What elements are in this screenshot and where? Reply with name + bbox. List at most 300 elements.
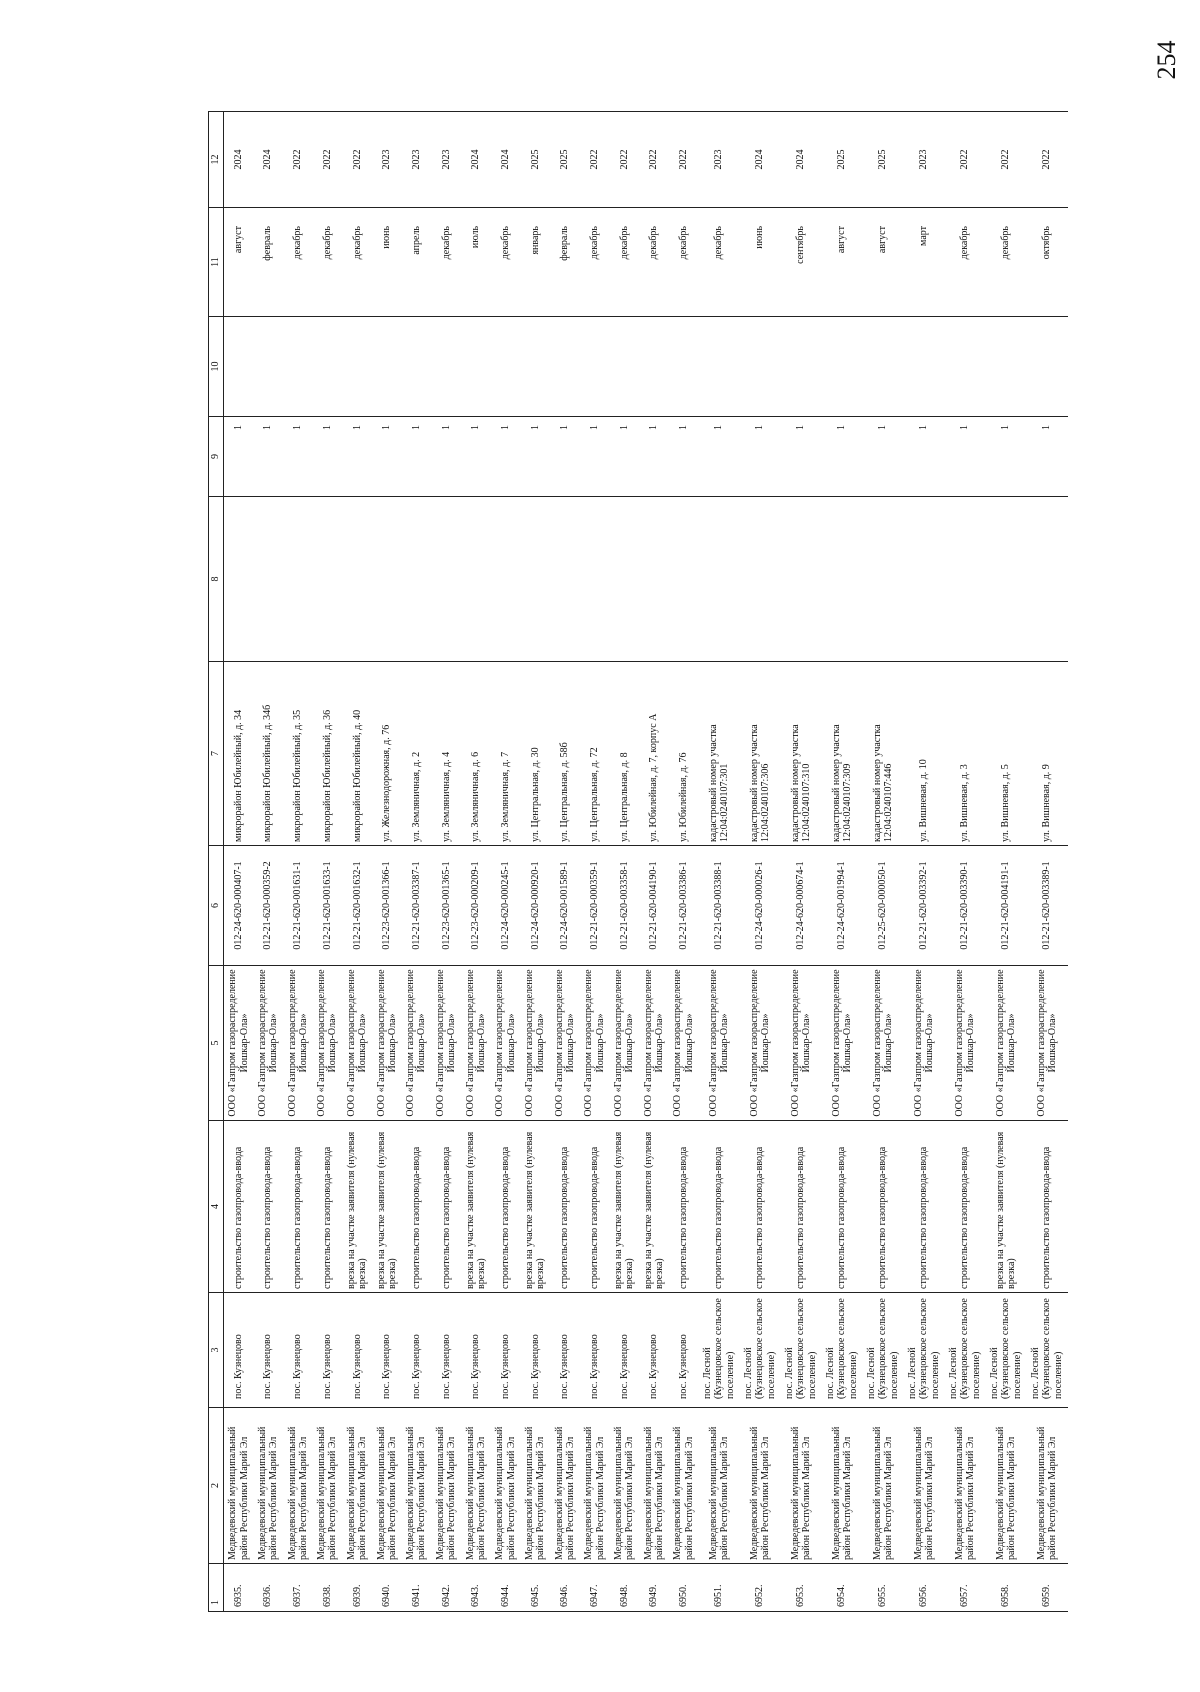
quantity-cell: 1 — [224, 417, 254, 497]
table-row — [904, 112, 945, 1612]
quantity-cell: 1 — [904, 417, 945, 497]
address-cell: кадастровый номер участка 12:04:0240107:301 — [699, 662, 740, 846]
application-code-cell: 012-24-620-000407-1 — [224, 846, 254, 966]
address-cell: ул. Вишневая, д. 9 — [1027, 662, 1068, 846]
quantity-cell: 1 — [609, 417, 639, 497]
organization-cell: ООО «Газпром газораспределение Йошкар-Ола» — [986, 966, 1027, 1121]
application-code-cell: 012-21-620-001631-1 — [283, 846, 313, 966]
column-10-cell — [781, 317, 822, 417]
column-8-cell — [822, 497, 863, 662]
column-8-cell — [609, 497, 639, 662]
column-8-cell — [402, 497, 432, 662]
column-10-cell — [402, 317, 432, 417]
address-cell: ул. Центральная, д. 58б — [550, 662, 580, 846]
district-cell: Медведевский муниципальный район Республики Марий Эл — [945, 1408, 986, 1564]
column-10-cell — [550, 317, 580, 417]
year-cell: 2025 — [863, 112, 904, 208]
month-cell: декабрь — [639, 208, 669, 317]
address-cell: ул. Земляничная, д. 6 — [461, 662, 491, 846]
settlement-cell: пос. Кузнецово — [431, 1293, 461, 1408]
column-8-cell — [253, 497, 283, 662]
column-10-cell — [1027, 317, 1068, 417]
settlement-cell: пос. Кузнецово — [520, 1293, 550, 1408]
column-8-cell — [580, 497, 610, 662]
month-cell: сентябрь — [781, 208, 822, 317]
quantity-cell: 1 — [740, 417, 781, 497]
quantity-cell: 1 — [402, 417, 432, 497]
table-row — [283, 112, 313, 1612]
month-cell: декабрь — [945, 208, 986, 317]
table-row — [520, 112, 550, 1612]
settlement-cell: пос. Лесной (Кузнецовское сельское поселение) — [945, 1293, 986, 1408]
year-cell: 2023 — [402, 112, 432, 208]
district-cell: Медведевский муниципальный район Республики Марий Эл — [699, 1408, 740, 1564]
year-cell: 2023 — [904, 112, 945, 208]
organization-cell: ООО «Газпром газораспределение Йошкар-Ола» — [863, 966, 904, 1121]
quantity-cell: 1 — [580, 417, 610, 497]
year-cell: 2022 — [945, 112, 986, 208]
address-cell: кадастровый номер участка 12:04:0240107:446 — [863, 662, 904, 846]
year-cell: 2025 — [822, 112, 863, 208]
work-type-cell: врезка на участке заявителя (нулевая врезка) — [461, 1121, 491, 1293]
year-cell: 2022 — [313, 112, 343, 208]
address-cell: ул. Земляничная, д. 7 — [491, 662, 521, 846]
quantity-cell: 1 — [253, 417, 283, 497]
month-cell: декабрь — [313, 208, 343, 317]
column-8-cell — [699, 497, 740, 662]
row-number: 6958. — [986, 1564, 1027, 1612]
month-cell: август — [224, 208, 254, 317]
year-cell: 2022 — [669, 112, 699, 208]
column-8-cell — [863, 497, 904, 662]
row-number: 6948. — [609, 1564, 639, 1612]
district-cell: Медведевский муниципальный район Республики Марий Эл — [283, 1408, 313, 1564]
column-10-cell — [224, 317, 254, 417]
column-10-cell — [580, 317, 610, 417]
table-row — [699, 112, 740, 1612]
row-number: 6955. — [863, 1564, 904, 1612]
column-header: 7 — [209, 662, 224, 846]
application-code-cell: 012-23-620-001365-1 — [431, 846, 461, 966]
quantity-cell: 1 — [491, 417, 521, 497]
column-8-cell — [372, 497, 402, 662]
organization-cell: ООО «Газпром газораспределение Йошкар-Ола» — [253, 966, 283, 1121]
quantity-cell: 1 — [945, 417, 986, 497]
work-type-cell: строительство газопровода-ввода — [945, 1121, 986, 1293]
column-8-cell — [781, 497, 822, 662]
row-number: 6959. — [1027, 1564, 1068, 1612]
year-cell: 2022 — [580, 112, 610, 208]
district-cell: Медведевский муниципальный район Республики Марий Эл — [431, 1408, 461, 1564]
address-cell: микрорайон Юбилейный, д. 34 — [224, 662, 254, 846]
organization-cell: ООО «Газпром газораспределение Йошкар-Ола» — [822, 966, 863, 1121]
column-10-cell — [461, 317, 491, 417]
year-cell: 2025 — [520, 112, 550, 208]
column-header: 2 — [209, 1408, 224, 1564]
column-header: 9 — [209, 417, 224, 497]
work-type-cell: врезка на участке заявителя (нулевая врезка) — [639, 1121, 669, 1293]
column-8-cell — [550, 497, 580, 662]
year-cell: 2024 — [740, 112, 781, 208]
column-header: 10 — [209, 317, 224, 417]
row-number: 6949. — [639, 1564, 669, 1612]
quantity-cell: 1 — [342, 417, 372, 497]
month-cell: декабрь — [342, 208, 372, 317]
table-row — [550, 112, 580, 1612]
application-code-cell: 012-24-620-001589-1 — [550, 846, 580, 966]
address-cell: ул. Юбилейная, д. 7, корпус А — [639, 662, 669, 846]
column-8-cell — [283, 497, 313, 662]
work-type-cell: строительство газопровода-ввода — [669, 1121, 699, 1293]
address-cell: ул. Вишневая, д. 5 — [986, 662, 1027, 846]
column-header: 11 — [209, 208, 224, 317]
column-8-cell — [224, 497, 254, 662]
column-10-cell — [283, 317, 313, 417]
address-cell: ул. Земляничная, д. 2 — [402, 662, 432, 846]
work-type-cell: строительство газопровода-ввода — [313, 1121, 343, 1293]
month-cell: январь — [520, 208, 550, 317]
work-type-cell: строительство газопровода-ввода — [822, 1121, 863, 1293]
month-cell: февраль — [253, 208, 283, 317]
work-type-cell: врезка на участке заявителя (нулевая врезка) — [986, 1121, 1027, 1293]
column-8-cell — [945, 497, 986, 662]
year-cell: 2024 — [253, 112, 283, 208]
address-cell: ул. Земляничная, д. 4 — [431, 662, 461, 846]
settlement-cell: пос. Лесной (Кузнецовское сельское поселение) — [904, 1293, 945, 1408]
application-code-cell: 012-21-620-001633-1 — [313, 846, 343, 966]
organization-cell: ООО «Газпром газораспределение Йошкар-Ола» — [283, 966, 313, 1121]
month-cell: декабрь — [283, 208, 313, 317]
district-cell: Медведевский муниципальный район Республики Марий Эл — [740, 1408, 781, 1564]
column-10-cell — [253, 317, 283, 417]
row-number: 6945. — [520, 1564, 550, 1612]
row-number: 6953. — [781, 1564, 822, 1612]
work-type-cell: строительство газопровода-ввода — [402, 1121, 432, 1293]
quantity-cell: 1 — [639, 417, 669, 497]
organization-cell: ООО «Газпром газораспределение Йошкар-Ола» — [904, 966, 945, 1121]
work-type-cell: строительство газопровода-ввода — [431, 1121, 461, 1293]
work-type-cell: строительство газопровода-ввода — [1027, 1121, 1068, 1293]
district-cell: Медведевский муниципальный район Республики Марий Эл — [1027, 1408, 1068, 1564]
settlement-cell: пос. Кузнецово — [639, 1293, 669, 1408]
column-8-cell — [669, 497, 699, 662]
quantity-cell: 1 — [822, 417, 863, 497]
row-number: 6941. — [402, 1564, 432, 1612]
quantity-cell: 1 — [550, 417, 580, 497]
row-number: 6954. — [822, 1564, 863, 1612]
month-cell: апрель — [402, 208, 432, 317]
table-row — [822, 112, 863, 1612]
district-cell: Медведевский муниципальный район Республики Марий Эл — [491, 1408, 521, 1564]
application-code-cell: 012-21-620-003358-1 — [609, 846, 639, 966]
column-10-cell — [945, 317, 986, 417]
row-number: 6935. — [224, 1564, 254, 1612]
column-8-cell — [986, 497, 1027, 662]
organization-cell: ООО «Газпром газораспределение Йошкар-Ола» — [609, 966, 639, 1121]
organization-cell: ООО «Газпром газораспределение Йошкар-Ола» — [699, 966, 740, 1121]
column-8-cell — [904, 497, 945, 662]
organization-cell: ООО «Газпром газораспределение Йошкар-Ола» — [491, 966, 521, 1121]
organization-cell: ООО «Газпром газораспределение Йошкар-Ола» — [372, 966, 402, 1121]
table-row — [639, 112, 669, 1612]
application-code-cell: 012-21-620-001632-1 — [342, 846, 372, 966]
organization-cell: ООО «Газпром газораспределение Йошкар-Ола» — [639, 966, 669, 1121]
work-type-cell: врезка на участке заявителя (нулевая врезка) — [342, 1121, 372, 1293]
application-code-cell: 012-23-620-001366-1 — [372, 846, 402, 966]
table-row — [669, 112, 699, 1612]
district-cell: Медведевский муниципальный район Республики Марий Эл — [402, 1408, 432, 1564]
table-row — [313, 112, 343, 1612]
settlement-cell: пос. Кузнецово — [283, 1293, 313, 1408]
year-cell: 2024 — [781, 112, 822, 208]
table-row — [342, 112, 372, 1612]
work-type-cell: врезка на участке заявителя (нулевая врезка) — [520, 1121, 550, 1293]
organization-cell: ООО «Газпром газораспределение Йошкар-Ола» — [224, 966, 254, 1121]
district-cell: Медведевский муниципальный район Республики Марий Эл — [822, 1408, 863, 1564]
row-number: 6942. — [431, 1564, 461, 1612]
year-cell: 2022 — [342, 112, 372, 208]
settlement-cell: пос. Кузнецово — [224, 1293, 254, 1408]
work-type-cell: строительство газопровода-ввода — [224, 1121, 254, 1293]
column-header: 1 — [209, 1564, 224, 1612]
month-cell: октябрь — [1027, 208, 1068, 317]
month-cell: декабрь — [491, 208, 521, 317]
settlement-cell: пос. Лесной (Кузнецовское сельское поселение) — [1027, 1293, 1068, 1408]
address-cell: ул. Центральная, д. 30 — [520, 662, 550, 846]
row-number: 6943. — [461, 1564, 491, 1612]
settlement-cell: пос. Кузнецово — [372, 1293, 402, 1408]
row-number: 6939. — [342, 1564, 372, 1612]
settlement-cell: пос. Кузнецово — [580, 1293, 610, 1408]
column-header: 6 — [209, 846, 224, 966]
settlement-cell: пос. Лесной (Кузнецовское сельское поселение) — [699, 1293, 740, 1408]
district-cell: Медведевский муниципальный район Республики Марий Эл — [580, 1408, 610, 1564]
organization-cell: ООО «Газпром газораспределение Йошкар-Ола» — [550, 966, 580, 1121]
application-code-cell: 012-24-620-001994-1 — [822, 846, 863, 966]
district-cell: Медведевский муниципальный район Республики Марий Эл — [253, 1408, 283, 1564]
column-8-cell — [431, 497, 461, 662]
column-10-cell — [822, 317, 863, 417]
row-number: 6952. — [740, 1564, 781, 1612]
column-10-cell — [342, 317, 372, 417]
district-cell: Медведевский муниципальный район Республики Марий Эл — [342, 1408, 372, 1564]
column-10-cell — [609, 317, 639, 417]
organization-cell: ООО «Газпром газораспределение Йошкар-Ола» — [402, 966, 432, 1121]
row-number: 6944. — [491, 1564, 521, 1612]
organization-cell: ООО «Газпром газораспределение Йошкар-Ола» — [945, 966, 986, 1121]
address-cell: кадастровый номер участка 12:04:0240107:309 — [822, 662, 863, 846]
column-number-header — [209, 112, 224, 1612]
settlement-cell: пос. Кузнецово — [342, 1293, 372, 1408]
address-cell: ул. Центральная, д. 72 — [580, 662, 610, 846]
table-row — [945, 112, 986, 1612]
table-row — [863, 112, 904, 1612]
column-10-cell — [313, 317, 343, 417]
settlement-cell: пос. Кузнецово — [313, 1293, 343, 1408]
district-cell: Медведевский муниципальный район Республики Марий Эл — [863, 1408, 904, 1564]
organization-cell: ООО «Газпром газораспределение Йошкар-Ола» — [781, 966, 822, 1121]
month-cell: июль — [461, 208, 491, 317]
column-8-cell — [491, 497, 521, 662]
year-cell: 2022 — [609, 112, 639, 208]
quantity-cell: 1 — [283, 417, 313, 497]
month-cell: декабрь — [699, 208, 740, 317]
month-cell: декабрь — [580, 208, 610, 317]
column-header: 12 — [209, 112, 224, 208]
organization-cell: ООО «Газпром газораспределение Йошкар-Ола» — [520, 966, 550, 1121]
year-cell: 2023 — [372, 112, 402, 208]
year-cell: 2025 — [550, 112, 580, 208]
work-type-cell: строительство газопровода-ввода — [283, 1121, 313, 1293]
district-cell: Медведевский муниципальный район Республики Марий Эл — [520, 1408, 550, 1564]
address-cell: ул. Вишневая, д. 3 — [945, 662, 986, 846]
application-code-cell: 012-21-620-003389-1 — [1027, 846, 1068, 966]
quantity-cell: 1 — [431, 417, 461, 497]
work-type-cell: строительство газопровода-ввода — [863, 1121, 904, 1293]
quantity-cell: 1 — [699, 417, 740, 497]
year-cell: 2023 — [431, 112, 461, 208]
address-cell: кадастровый номер участка 12:04:0240107:306 — [740, 662, 781, 846]
settlement-cell: пос. Кузнецово — [253, 1293, 283, 1408]
district-cell: Медведевский муниципальный район Республики Марий Эл — [986, 1408, 1027, 1564]
settlement-cell: пос. Кузнецово — [669, 1293, 699, 1408]
table-row — [986, 112, 1027, 1612]
organization-cell: ООО «Газпром газораспределение Йошкар-Ола» — [461, 966, 491, 1121]
month-cell: декабрь — [431, 208, 461, 317]
column-header: 8 — [209, 497, 224, 662]
column-8-cell — [740, 497, 781, 662]
column-10-cell — [740, 317, 781, 417]
table-body — [224, 112, 1068, 1612]
table-row — [372, 112, 402, 1612]
settlement-cell: пос. Кузнецово — [491, 1293, 521, 1408]
organization-cell: ООО «Газпром газораспределение Йошкар-Ола» — [580, 966, 610, 1121]
row-number: 6938. — [313, 1564, 343, 1612]
settlement-cell: пос. Лесной (Кузнецовское сельское поселение) — [781, 1293, 822, 1408]
table-row — [253, 112, 283, 1612]
column-10-cell — [372, 317, 402, 417]
row-number: 6950. — [669, 1564, 699, 1612]
application-code-cell: 012-21-620-003388-1 — [699, 846, 740, 966]
settlement-cell: пос. Кузнецово — [550, 1293, 580, 1408]
month-cell: июнь — [740, 208, 781, 317]
year-cell: 2022 — [639, 112, 669, 208]
column-10-cell — [986, 317, 1027, 417]
column-10-cell — [699, 317, 740, 417]
application-code-cell: 012-23-620-000209-1 — [461, 846, 491, 966]
column-8-cell — [639, 497, 669, 662]
district-cell: Медведевский муниципальный район Республики Марий Эл — [313, 1408, 343, 1564]
settlement-cell: пос. Кузнецово — [609, 1293, 639, 1408]
application-code-cell: 012-24-620-000245-1 — [491, 846, 521, 966]
month-cell: декабрь — [669, 208, 699, 317]
quantity-cell: 1 — [1027, 417, 1068, 497]
column-8-cell — [1027, 497, 1068, 662]
month-cell: декабрь — [609, 208, 639, 317]
address-cell: микрорайон Юбилейный, д. 34б — [253, 662, 283, 846]
organization-cell: ООО «Газпром газораспределение Йошкар-Ола» — [669, 966, 699, 1121]
column-8-cell — [461, 497, 491, 662]
application-code-cell: 012-21-620-000359-2 — [253, 846, 283, 966]
column-8-cell — [342, 497, 372, 662]
organization-cell: ООО «Газпром газораспределение Йошкар-Ола» — [1027, 966, 1068, 1121]
district-cell: Медведевский муниципальный район Республики Марий Эл — [461, 1408, 491, 1564]
settlement-cell: пос. Лесной (Кузнецовское сельское поселение) — [986, 1293, 1027, 1408]
work-type-cell: строительство газопровода-ввода — [550, 1121, 580, 1293]
quantity-cell: 1 — [372, 417, 402, 497]
year-cell: 2022 — [283, 112, 313, 208]
district-cell: Медведевский муниципальный район Республики Марий Эл — [781, 1408, 822, 1564]
work-type-cell: врезка на участке заявителя (нулевая врезка) — [372, 1121, 402, 1293]
month-cell: декабрь — [986, 208, 1027, 317]
month-cell: март — [904, 208, 945, 317]
year-cell: 2023 — [699, 112, 740, 208]
district-cell: Медведевский муниципальный район Республики Марий Эл — [904, 1408, 945, 1564]
quantity-cell: 1 — [669, 417, 699, 497]
column-10-cell — [431, 317, 461, 417]
settlement-cell: пос. Кузнецово — [402, 1293, 432, 1408]
column-10-cell — [904, 317, 945, 417]
district-cell: Медведевский муниципальный район Республики Марий Эл — [669, 1408, 699, 1564]
work-type-cell: строительство газопровода-ввода — [781, 1121, 822, 1293]
year-cell: 2022 — [986, 112, 1027, 208]
settlement-cell: пос. Лесной (Кузнецовское сельское поселение) — [863, 1293, 904, 1408]
table-row — [461, 112, 491, 1612]
application-code-cell: 012-21-620-004190-1 — [639, 846, 669, 966]
settlement-cell: пос. Кузнецово — [461, 1293, 491, 1408]
table-row — [1027, 112, 1068, 1612]
table-row — [491, 112, 521, 1612]
column-10-cell — [863, 317, 904, 417]
column-8-cell — [313, 497, 343, 662]
district-cell: Медведевский муниципальный район Республики Марий Эл — [224, 1408, 254, 1564]
address-cell: кадастровый номер участка 12:04:0240107:310 — [781, 662, 822, 846]
work-type-cell: строительство газопровода-ввода — [740, 1121, 781, 1293]
row-number: 6940. — [372, 1564, 402, 1612]
table-row — [781, 112, 822, 1612]
work-type-cell: строительство газопровода-ввода — [253, 1121, 283, 1293]
quantity-cell: 1 — [520, 417, 550, 497]
work-type-cell: врезка на участке заявителя (нулевая врезка) — [609, 1121, 639, 1293]
row-number: 6947. — [580, 1564, 610, 1612]
table-row — [431, 112, 461, 1612]
table-row — [580, 112, 610, 1612]
application-code-cell: 012-21-620-000359-1 — [580, 846, 610, 966]
column-header: 4 — [209, 1121, 224, 1293]
month-cell: июнь — [372, 208, 402, 317]
address-cell: микрорайон Юбилейный, д. 40 — [342, 662, 372, 846]
column-8-cell — [520, 497, 550, 662]
column-10-cell — [491, 317, 521, 417]
year-cell: 2024 — [461, 112, 491, 208]
table-row — [740, 112, 781, 1612]
year-cell: 2024 — [491, 112, 521, 208]
quantity-cell: 1 — [313, 417, 343, 497]
settlement-cell: пос. Лесной (Кузнецовское сельское поселение) — [740, 1293, 781, 1408]
row-number: 6946. — [550, 1564, 580, 1612]
application-code-cell: 012-21-620-004191-1 — [986, 846, 1027, 966]
row-number: 6956. — [904, 1564, 945, 1612]
district-cell: Медведевский муниципальный район Республики Марий Эл — [372, 1408, 402, 1564]
work-type-cell: строительство газопровода-ввода — [491, 1121, 521, 1293]
district-cell: Медведевский муниципальный район Республики Марий Эл — [609, 1408, 639, 1564]
month-cell: август — [822, 208, 863, 317]
quantity-cell: 1 — [781, 417, 822, 497]
address-cell: ул. Вишневая, д. 10 — [904, 662, 945, 846]
column-header: 5 — [209, 966, 224, 1121]
gas-connection-table — [208, 111, 1068, 1612]
address-cell: ул. Юбилейная, д. 76 — [669, 662, 699, 846]
